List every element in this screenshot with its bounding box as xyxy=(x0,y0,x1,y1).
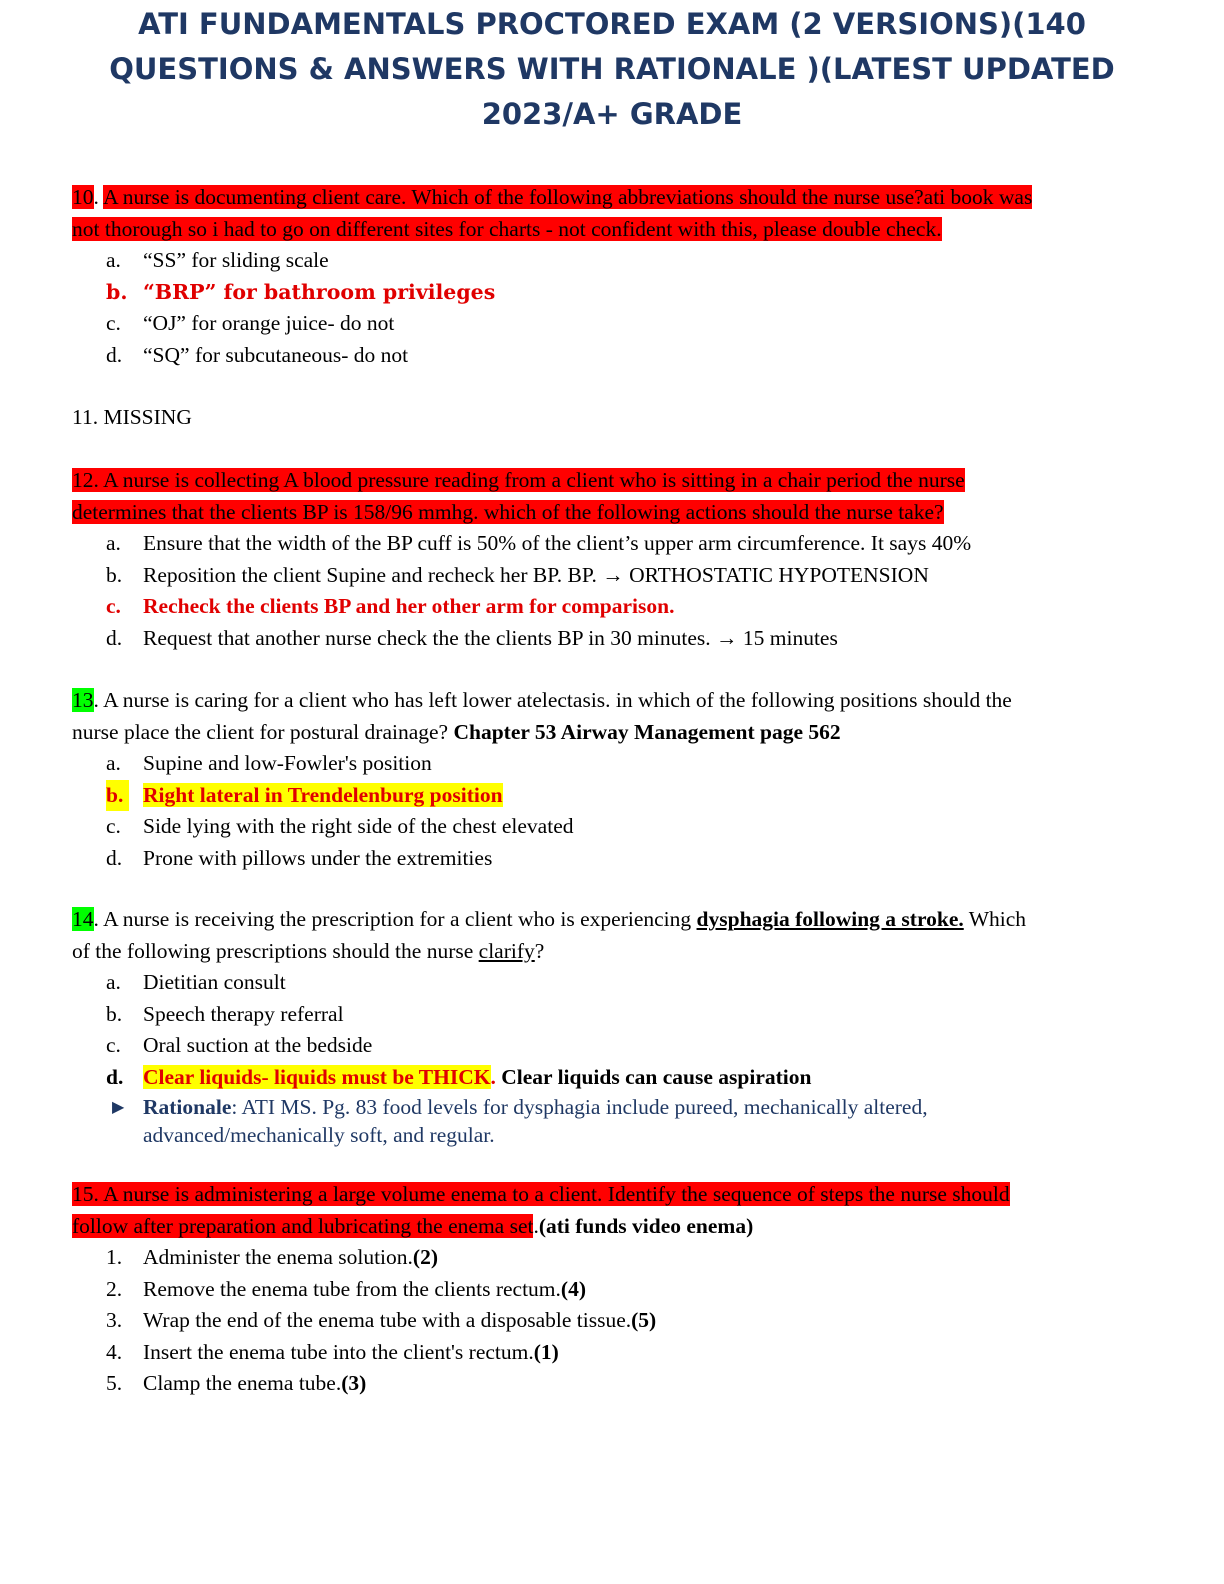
option-c: c. “OJ” for orange juice- do not xyxy=(106,311,395,335)
option-c-correct: c. Recheck the clients BP and her other arm for comparison. xyxy=(106,594,675,618)
option-d: d. Prone with pillows under the extremities xyxy=(106,845,493,870)
option-c: c. Oral suction at the bedside xyxy=(106,1033,373,1057)
option-a: a. Supine and low-Fowler's position xyxy=(106,751,432,775)
reference-note: (ati funds video enema) xyxy=(538,1213,754,1238)
title-line-2: QUESTIONS & ANSWERS WITH RATIONALE )(LATEST UPDATED xyxy=(109,52,1115,86)
question-stem: not thorough so i had to go on different sites for charts - not confident with this, please double check. xyxy=(72,216,942,241)
question-stem: . A nurse is caring for a client who has left lower atelectasis. in which of the following positions should the xyxy=(93,688,1012,712)
option-b: b. Reposition the client Supine and recheck her BP. BP. → ORTHOSTATIC HYPOTENSION xyxy=(106,562,929,587)
emphasis: dysphagia following a stroke. xyxy=(696,907,964,931)
title-line-3: 2023/A+ GRADE xyxy=(481,97,743,131)
sequence-step: 5. Clamp the enema tube.(3) xyxy=(106,1371,367,1395)
question-13: 13. A nurse is caring for a client who has left lower atelectasis. in which of the following positions should the nurse place the client for postural drainage? Chapter 53 Airway Management page 562 a. Supine and low-Fowler's position b. Right lateral in Trendelenburg position c. Side lying with the right side of the chest elevated d. Prone with pillows under the extremities xyxy=(72,685,1152,874)
option-d-correct: d. Clear liquids- liquids must be THICK. Clear liquids can cause aspiration xyxy=(106,1064,812,1089)
question-stem: follow after preparation and lubricating the enema set xyxy=(72,1213,534,1238)
question-stem: A nurse is documenting client care. Which of the following abbreviations should the nurse use?ati book was xyxy=(103,185,1033,209)
option-b: b. Speech therapy referral xyxy=(106,1001,344,1026)
option-b-correct: b. “BRP” for bathroom privileges xyxy=(106,279,496,304)
rationale: ▶ Rationale: ATI MS. Pg. 83 food levels for dysphagia include pureed, mechanically altered, advanced/mechanically soft, and regular. xyxy=(112,1095,928,1147)
triangle-bullet-icon: ▶ xyxy=(112,1099,125,1116)
option-d: d. “SQ” for subcutaneous- do not xyxy=(106,342,409,367)
question-number: 13 xyxy=(72,688,94,712)
sequence-step: 1. Administer the enema solution.(2) xyxy=(106,1245,438,1269)
question-stem: 11. MISSING xyxy=(72,405,192,429)
question-stem: determines that the clients BP is 158/96 mmhg. which of the following actions should the nurse take? xyxy=(72,499,944,524)
question-number: 14 xyxy=(72,907,94,931)
option-a: a. “SS” for sliding scale xyxy=(106,248,329,272)
option-b-correct: b. Right lateral in Trendelenburg position xyxy=(72,780,1152,812)
sequence-step: 2. Remove the enema tube from the clients rectum.(4) xyxy=(106,1276,586,1301)
question-stem: 15. A nurse is administering a large volume enema to a client. Identify the sequence of steps the nurse should xyxy=(72,1182,1010,1206)
reference-note: Chapter 53 Airway Management page 562 xyxy=(453,719,841,744)
option-d: d. Request that another nurse check the the clients BP in 30 minutes. → 15 minutes xyxy=(106,625,838,650)
title-line-1: ATI FUNDAMENTALS PROCTORED EXAM (2 VERSIONS)(140 xyxy=(138,7,1086,41)
question-12 xyxy=(72,465,1152,654)
option-c: c. Side lying with the right side of the chest elevated xyxy=(106,814,574,838)
option-a: a. Dietitian consult xyxy=(106,970,286,994)
question-14: 14. A nurse is receiving the prescription for a client who is experiencing dysphagia following a stroke. Which of the following prescriptions should the nurse clarify? a. Dietitian consult b. Speech therapy referral c. Oral suction at the bedside d. Clear liquids- liquids must be THICK. Clear liquids can cause aspiration ▶ Rationale: ATI MS. Pg. 83 food levels for dysphagia include pureed, mechanically altered, advanced/mechanically soft, and regular. xyxy=(72,904,1152,1149)
emphasis: clarify xyxy=(478,938,535,963)
question-15: 15. A nurse is administering a large volume enema to a client. Identify the sequence of steps the nurse should follow after preparation and lubricating the enema set.(ati funds video enema) 1. Administer the enema solution.(2) 2. Remove the enema tube from the clients rectum.(4) 3. Wrap the end of the enema tube with a disposable tissue.(5) 4. Insert the enema tube into the client's rectum.(1) 5. Clamp the enema tube.(3) xyxy=(72,1179,1152,1400)
question-stem: 12. A nurse is collecting A blood pressure reading from a client who is sitting in a chair period the nurse xyxy=(72,468,965,492)
document-title xyxy=(60,2,1164,137)
option-a: a. Ensure that the width of the BP cuff is 50% of the client’s upper arm circumference. It says 40% xyxy=(106,531,972,555)
sequence-step: 3. Wrap the end of the enema tube with a disposable tissue.(5) xyxy=(106,1308,657,1332)
question-11 xyxy=(72,402,1152,434)
question-number: 10 xyxy=(72,185,94,209)
question-10: 10. A nurse is documenting client care. Which of the following abbreviations should the nurse use?ati book was not thorough so i had to go on different sites for charts - not confident with this, please double check. a. “SS” for sliding scale b. “BRP” for bathroom privileges c. “OJ” for orange juice- do not d. “SQ” for subcutaneous- do not xyxy=(72,182,1152,371)
sequence-step: 4. Insert the enema tube into the client's rectum.(1) xyxy=(106,1339,559,1364)
